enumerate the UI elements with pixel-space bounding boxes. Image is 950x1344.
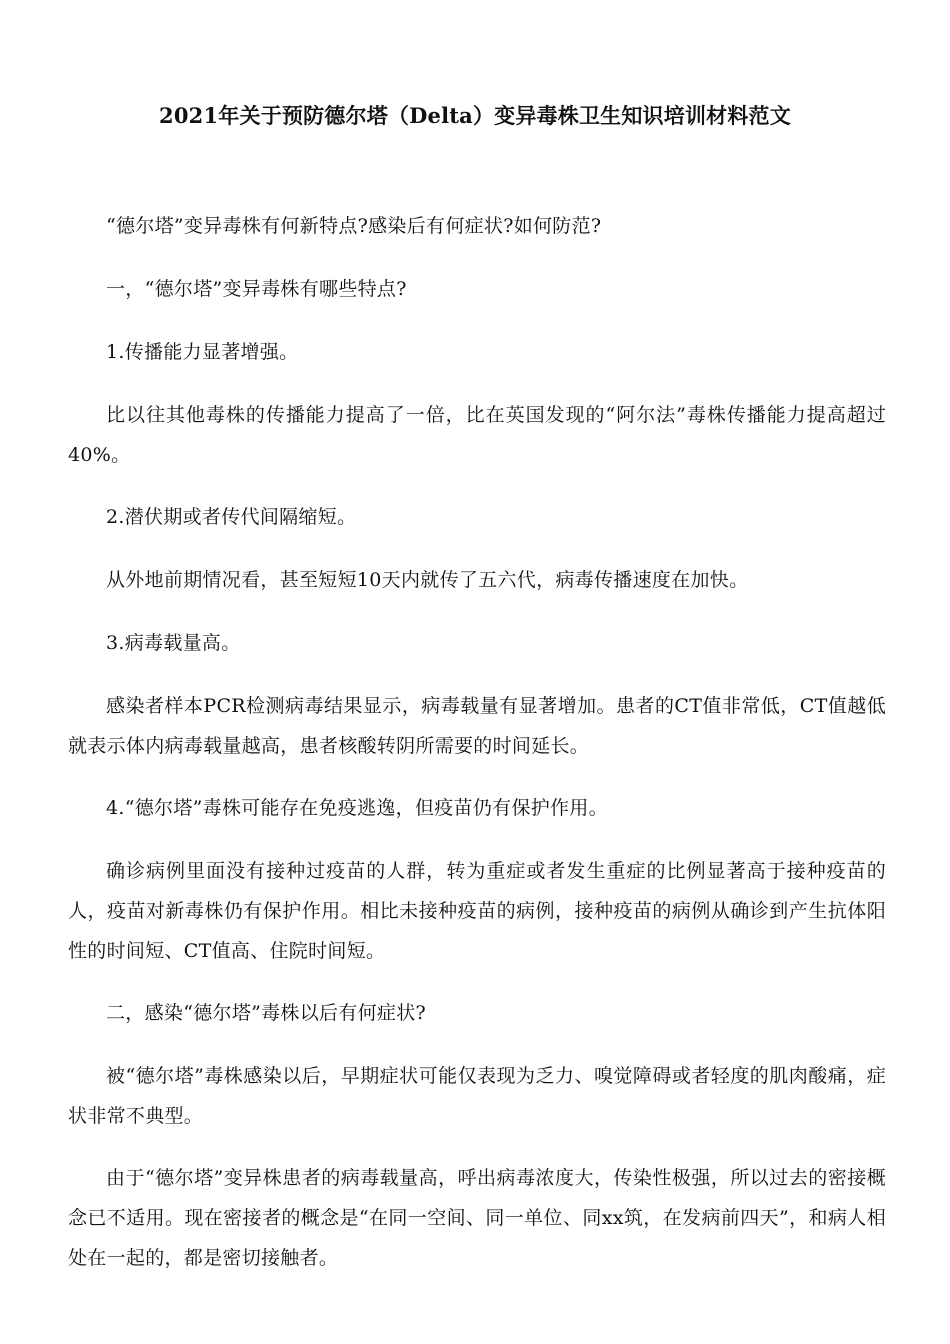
- point-2-heading: 2.潜伏期或者传代间隔缩短。: [106, 506, 357, 528]
- point-4-paragraph: 确诊病例里面没有接种过疫苗的人群，转为重症或者发生重症的比例显著高于接种疫苗的人，疫苗对新毒株仍有保护作用。相比未接种疫苗的病例，接种疫苗的病例从确诊到产生抗体阳性的时间短、CT值高、住院时间短。: [68, 860, 886, 962]
- intro-question-paragraph: “德尔塔”变异毒株有何新特点?感染后有何症状?如何防范?: [106, 215, 602, 237]
- section-heading-symptoms: 二，感染“德尔塔”毒株以后有何症状?: [106, 1002, 427, 1024]
- section-heading-features: 一，“德尔塔”变异毒株有哪些特点?: [106, 278, 407, 300]
- point-1-paragraph: 比以往其他毒株的传播能力提高了一倍，比在英国发现的“阿尔法”毒株传播能力提高超过40%。: [68, 404, 886, 466]
- document-body: [68, 206, 886, 1300]
- point-2-paragraph: 从外地前期情况看，甚至短短10天内就传了五六代，病毒传播速度在加快。: [106, 569, 749, 591]
- close-contact-paragraph: 由于“德尔塔”变异株患者的病毒载量高，呼出病毒浓度大，传染性极强，所以过去的密接概念已不适用。现在密接者的概念是“在同一空间、同一单位、同xx筑，在发病前四天”，和病人相处在一起的，都是密切接触者。: [68, 1167, 886, 1269]
- point-3-heading: 3.病毒载量高。: [106, 632, 241, 654]
- document-title: 2021年关于预防德尔塔（Delta）变异毒株卫生知识培训材料范文: [159, 103, 791, 128]
- point-1-heading: 1.传播能力显著增强。: [106, 341, 299, 363]
- point-3-paragraph: 感染者样本PCR检测病毒结果显示，病毒载量有显著增加。患者的CT值非常低，CT值越低就表示体内病毒载量越高，患者核酸转阴所需要的时间延长。: [68, 695, 886, 757]
- point-4-heading: 4.“德尔塔”毒株可能存在免疫逃逸，但疫苗仍有保护作用。: [106, 797, 608, 819]
- symptoms-paragraph: 被“德尔塔”毒株感染以后，早期症状可能仅表现为乏力、嗅觉障碍或者轻度的肌肉酸痛，症状非常不典型。: [68, 1065, 886, 1127]
